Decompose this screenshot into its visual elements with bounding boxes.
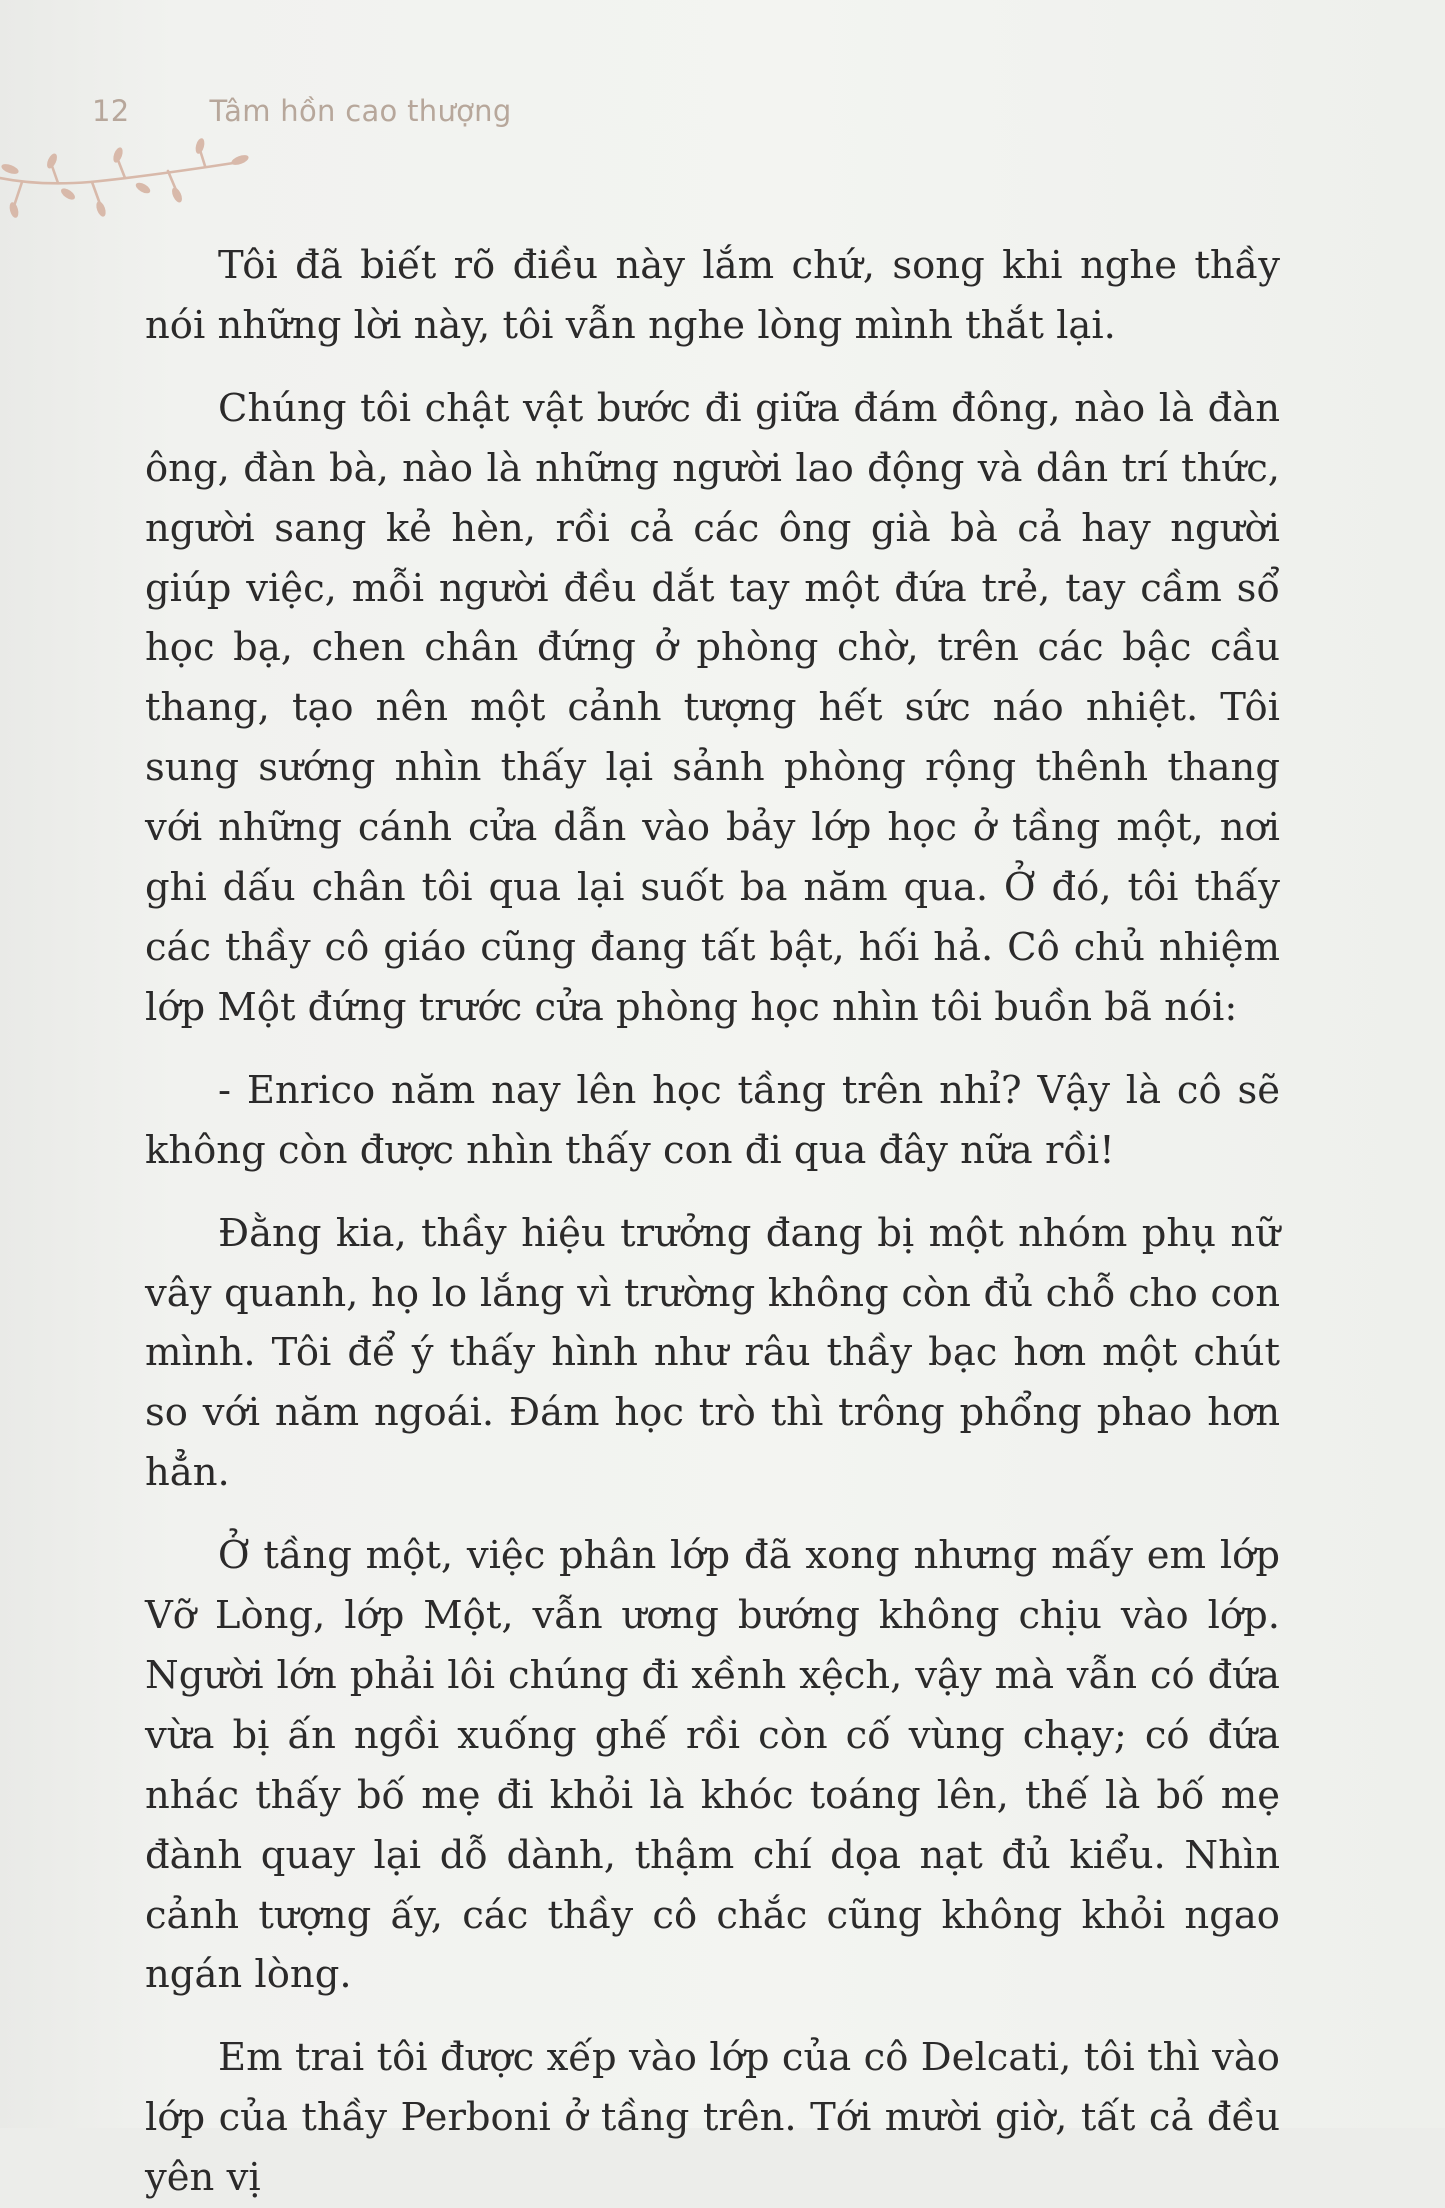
branch-leaves-icon [0,138,250,228]
paragraph: Tôi đã biết rõ điều này lắm chứ, song khi nghe thầy nói những lời này, tôi vẫn nghe lòng mình thắt lại. [145,243,1280,348]
body-text [145,236,1280,2208]
paragraph: Chúng tôi chật vật bước đi giữa đám đông, nào là đàn ông, đàn bà, nào là những người lao động và dân trí thức, người sang kẻ hèn, rồi cả các ông già bà cả hay người giúp việc, mỗi người đều dắt tay một đứa trẻ, tay cầm sổ học bạ, chen chân đứng ở phòng chờ, trên các bậc cầu thang, tạo nên một cảnh tượng hết sức náo nhiệt. Tôi sung sướng nhìn thấy lại sảnh phòng rộng thênh thang với những cánh cửa dẫn vào bảy lớp học ở tầng một, nơi ghi dấu chân tôi qua lại suốt ba năm qua. Ở đó, tôi thấy các thầy cô giáo cũng đang tất bật, hối hả. Cô chủ nhiệm lớp Một đứng trước cửa phòng học nhìn tôi buồn bã nói: [145,385,1280,1030]
page-number: 12 [92,94,130,128]
paragraph: Ở tầng một, việc phân lớp đã xong nhưng mấy em lớp Vỡ Lòng, lớp Một, vẫn ương bướng không chịu vào lớp. Người lớn phải lôi chúng đi xềnh xệch, vậy mà vẫn có đứa vừa bị ấn ngồi xuống ghế rồi còn cố vùng chạy; có đứa nhác thấy bố mẹ đi khỏi là khóc toáng lên, thế là bố mẹ đành quay lại dỗ dành, thậm chí dọa nạt đủ kiểu. Nhìn cảnh tượng ấy, các thầy cô chắc cũng không khỏi ngao ngán lòng. [145,1533,1280,1998]
running-title: Tâm hồn cao thượng [209,94,512,128]
paragraph: Em trai tôi được xếp vào lớp của cô Delcati, tôi thì vào lớp của thầy Perboni ở tầng trên. Tới mười giờ, tất cả đều yên vị [145,2035,1280,2201]
paragraph: - Enrico năm nay lên học tầng trên nhỉ? Vậy là cô sẽ không còn được nhìn thấy con đi qua đây nữa rồi! [145,1067,1280,1173]
page-header [92,94,512,128]
paragraph: Đằng kia, thầy hiệu trưởng đang bị một nhóm phụ nữ vây quanh, họ lo lắng vì trường không còn đủ chỗ cho con mình. Tôi để ý thấy hình như râu thầy bạc hơn một chút so với năm ngoái. Đám học trò thì trông phổng phao hơn hẳn. [145,1210,1280,1496]
